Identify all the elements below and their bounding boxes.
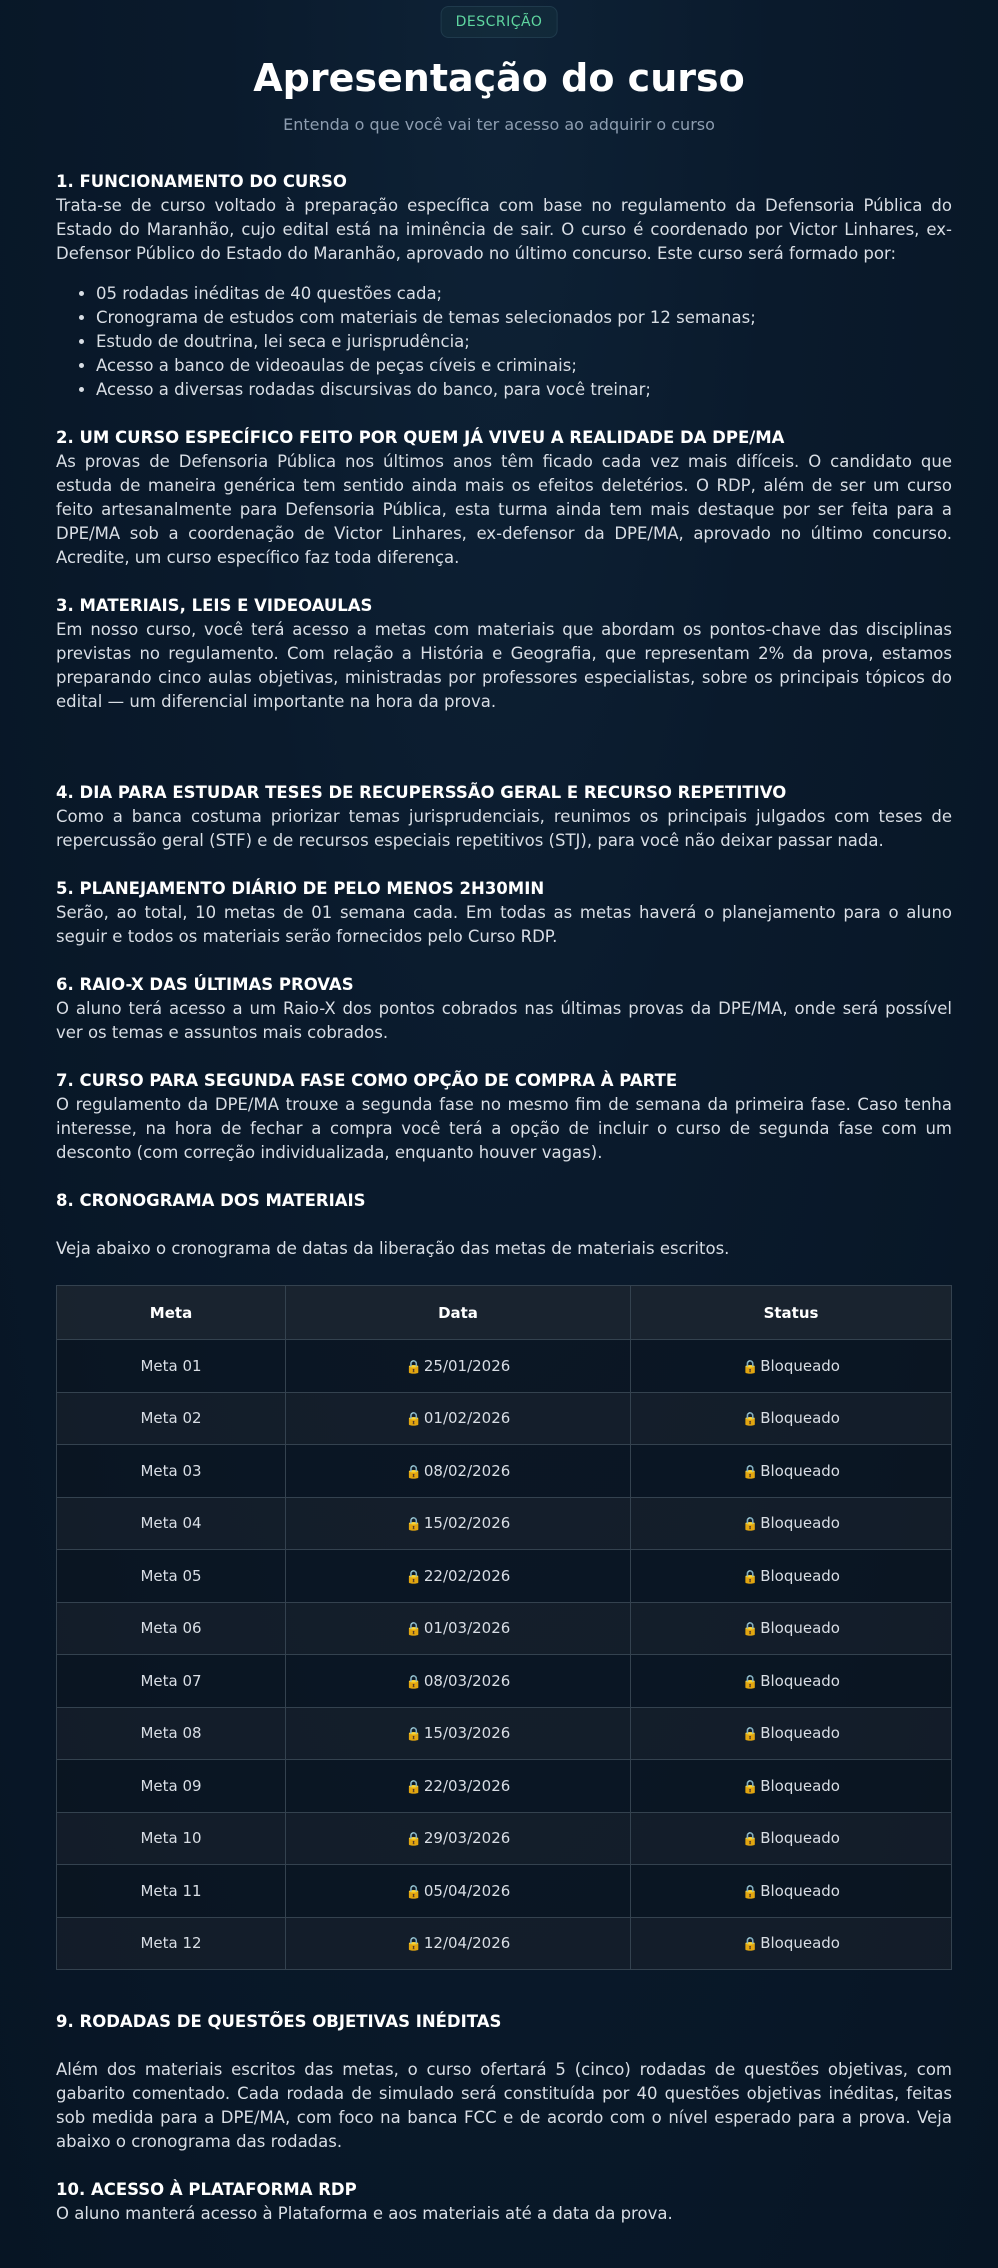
section-5-text: Serão, ao total, 10 metas de 01 semana cada. Em todas as metas haverá o planejamento para o aluno seguir e todos os materiais serão fornecidos pelo Curso RDP. — [56, 903, 952, 946]
meta-cell: Meta 07 — [57, 1655, 286, 1708]
date-cell — [286, 1445, 631, 1498]
table-row — [57, 1602, 952, 1655]
section-1-text: Trata-se de curso voltado à preparação específica com base no regulamento da Defensoria Pública do Estado do Maranhão, cujo edital está na iminência de sair. O curso é coordenado por Victor Linhares, ex-Defensor Público do Estado do Maranhão, aprovado no último concurso. Este curso será formado por: — [56, 196, 952, 263]
section-8-heading: 8. CRONOGRAMA DOS MATERIAIS — [56, 1191, 366, 1210]
section-6-heading: 6. RAIO-X DAS ÚLTIMAS PROVAS — [56, 975, 354, 994]
section-2 — [56, 426, 952, 570]
section-3 — [56, 594, 952, 714]
section-2-heading: 2. UM CURSO ESPECÍFICO FEITO POR QUEM JÁ VIVEU A REALIDADE DA DPE/MA — [56, 428, 785, 447]
table-row — [57, 1812, 952, 1865]
section-7-text: O regulamento da DPE/MA trouxe a segunda fase no mesmo fim de semana da primeira fase. Caso tenha interesse, na hora de fechar a compra você terá a opção de incluir o curso de segunda fase com um desconto (com correção individualizada, enquanto houver vagas). — [56, 1095, 952, 1162]
section-6 — [56, 973, 952, 1045]
section-6-text: O aluno terá acesso a um Raio-X dos pontos cobrados nas últimas provas da DPE/MA, onde será possível ver os temas e assuntos mais cobrados. — [56, 999, 952, 1042]
lock-icon: 🔒 — [742, 1884, 759, 1900]
date-cell — [286, 1655, 631, 1708]
date-cell — [286, 1865, 631, 1918]
lock-icon: 🔒 — [405, 1727, 422, 1743]
column-header-status: Status — [631, 1286, 952, 1340]
lock-icon: 🔒 — [742, 1779, 759, 1795]
status-cell — [631, 1392, 952, 1445]
lock-icon: 🔒 — [405, 1937, 422, 1953]
lock-icon: 🔒 — [742, 1464, 759, 1480]
status-cell — [631, 1445, 952, 1498]
status-cell — [631, 1655, 952, 1708]
lock-icon: 🔒 — [405, 1674, 422, 1690]
section-9-heading: 9. RODADAS DE QUESTÕES OBJETIVAS INÉDITAS — [56, 2012, 502, 2031]
status-cell — [631, 1760, 952, 1813]
lock-icon: 🔒 — [405, 1832, 422, 1848]
section-7 — [56, 1069, 952, 1165]
status-value: Bloqueado — [760, 1566, 840, 1585]
lock-icon: 🔒 — [405, 1412, 422, 1428]
status-value: Bloqueado — [760, 1671, 840, 1690]
date-cell — [286, 1760, 631, 1813]
lock-icon: 🔒 — [405, 1464, 422, 1480]
feature-list — [56, 282, 952, 402]
lock-icon: 🔒 — [405, 1569, 422, 1585]
section-10 — [56, 2178, 952, 2226]
status-value: Bloqueado — [760, 1881, 840, 1900]
date-cell — [286, 1497, 631, 1550]
date-value: 12/04/2026 — [423, 1934, 511, 1953]
table-row — [57, 1707, 952, 1760]
list-item: • Acesso a diversas rodadas discursivas do banco, para você treinar; — [96, 378, 952, 402]
date-value: 08/02/2026 — [423, 1461, 511, 1480]
section-badge: DESCRIÇÃO — [441, 6, 558, 38]
date-value: 05/04/2026 — [423, 1881, 511, 1900]
table-row — [57, 1917, 952, 1970]
meta-cell: Meta 01 — [57, 1340, 286, 1393]
table-row — [57, 1497, 952, 1550]
meta-cell: Meta 03 — [57, 1445, 286, 1498]
column-header-meta: Meta — [57, 1286, 286, 1340]
section-4-heading: 4. DIA PARA ESTUDAR TESES DE RECUPERSSÃO GERAL E RECURSO REPETITIVO — [56, 783, 787, 802]
meta-cell: Meta 06 — [57, 1602, 286, 1655]
date-cell — [286, 1812, 631, 1865]
section-9 — [56, 2010, 952, 2154]
date-value: 25/01/2026 — [423, 1356, 511, 1375]
status-value: Bloqueado — [760, 1934, 840, 1953]
page-title: Apresentação do curso — [253, 56, 745, 100]
table-row — [57, 1655, 952, 1708]
list-item: • Acesso a banco de videoaulas de peças cíveis e criminais; — [96, 354, 952, 378]
status-value: Bloqueado — [760, 1356, 840, 1375]
table-header-row — [57, 1286, 952, 1340]
material-link-row — [56, 738, 952, 757]
date-value: 08/03/2026 — [423, 1671, 511, 1690]
lock-icon: 🔒 — [742, 1937, 759, 1953]
lock-icon: 🔒 — [742, 1674, 759, 1690]
date-value: 01/02/2026 — [423, 1409, 511, 1428]
list-item: • Estudo de doutrina, lei seca e jurisprudência; — [96, 330, 952, 354]
course-description — [56, 170, 952, 2226]
lock-icon: 🔒 — [405, 1622, 422, 1638]
status-cell — [631, 1602, 952, 1655]
meta-cell: Meta 10 — [57, 1812, 286, 1865]
table-row — [57, 1392, 952, 1445]
list-item: • 05 rodadas inéditas de 40 questões cada; — [96, 282, 952, 306]
date-cell — [286, 1340, 631, 1393]
meta-cell: Meta 02 — [57, 1392, 286, 1445]
schedule-table — [56, 1285, 952, 1970]
status-value: Bloqueado — [760, 1829, 840, 1848]
lock-icon: 🔒 — [742, 1517, 759, 1533]
status-cell — [631, 1707, 952, 1760]
list-item: • Cronograma de estudos com materiais de temas selecionados por 12 semanas; — [96, 306, 952, 330]
section-4-text: Como a banca costuma priorizar temas jurisprudenciais, reunimos os principais julgados com teses de repercussão geral (STF) e de recursos especiais repetitivos (STJ), para você não deixar passar nada. — [56, 807, 952, 850]
lock-icon: 🔒 — [405, 1779, 422, 1795]
meta-cell: Meta 11 — [57, 1865, 286, 1918]
section-3-heading: 3. MATERIAIS, LEIS E VIDEOAULAS — [56, 596, 373, 615]
column-header-data: Data — [286, 1286, 631, 1340]
date-cell — [286, 1602, 631, 1655]
meta-cell: Meta 12 — [57, 1917, 286, 1970]
meta-cell: Meta 09 — [57, 1760, 286, 1813]
status-cell — [631, 1917, 952, 1970]
date-value: 01/03/2026 — [423, 1619, 511, 1638]
status-value: Bloqueado — [760, 1619, 840, 1638]
table-row — [57, 1340, 952, 1393]
lock-icon: 🔒 — [405, 1517, 422, 1533]
status-value: Bloqueado — [760, 1461, 840, 1480]
lock-icon: 🔒 — [742, 1832, 759, 1848]
table-row — [57, 1760, 952, 1813]
status-value: Bloqueado — [760, 1514, 840, 1533]
date-value: 15/03/2026 — [423, 1724, 511, 1743]
section-1-heading: 1. FUNCIONAMENTO DO CURSO — [56, 172, 347, 191]
status-value: Bloqueado — [760, 1409, 840, 1428]
section-10-text: O aluno manterá acesso à Plataforma e aos materiais até a data da prova. — [56, 2204, 673, 2223]
lock-icon: 🔒 — [405, 1884, 422, 1900]
section-3-text: Em nosso curso, você terá acesso a metas com materiais que abordam os pontos-chave das disciplinas previstas no regulamento. Com relação a História e Geografia, que representam 2% da prova, estamos preparando cinco aulas objetivas, ministradas por professores especialistas, sobre os principais tópicos do edital — um diferencial importante na hora da prova. — [56, 620, 952, 711]
section-5-heading: 5. PLANEJAMENTO DIÁRIO DE PELO MENOS 2H30MIN — [56, 879, 545, 898]
section-10-heading: 10. ACESSO À PLATAFORMA RDP — [56, 2180, 357, 2199]
section-5 — [56, 877, 952, 949]
date-cell — [286, 1707, 631, 1760]
lock-icon: 🔒 — [742, 1622, 759, 1638]
section-4 — [56, 781, 952, 853]
section-9-text: Além dos materiais escritos das metas, o curso ofertará 5 (cinco) rodadas de questões objetivas, com gabarito comentado. Cada rodada de simulado será constituída por 40 questões objetivas inéditas, feitas sob medida para a DPE/MA, com foco na banca FCC e de acordo com o nível esperado para a prova. Veja abaixo o cronograma das rodadas. — [56, 2060, 952, 2151]
lock-icon: 🔒 — [742, 1569, 759, 1585]
status-cell — [631, 1812, 952, 1865]
date-value: 22/03/2026 — [423, 1776, 511, 1795]
status-value: Bloqueado — [760, 1776, 840, 1795]
status-cell — [631, 1550, 952, 1603]
status-cell — [631, 1340, 952, 1393]
page-subtitle: Entenda o que você vai ter acesso ao adquirir o curso — [283, 115, 715, 134]
lock-icon: 🔒 — [742, 1727, 759, 1743]
status-cell — [631, 1497, 952, 1550]
lock-icon: 🔒 — [742, 1359, 759, 1375]
table-row — [57, 1550, 952, 1603]
date-value: 15/02/2026 — [423, 1514, 511, 1533]
lock-icon: 🔒 — [742, 1412, 759, 1428]
section-8-text: Veja abaixo o cronograma de datas da liberação das metas de materiais escritos. — [56, 1239, 730, 1258]
table-row — [57, 1865, 952, 1918]
meta-cell: Meta 08 — [57, 1707, 286, 1760]
date-value: 29/03/2026 — [423, 1829, 511, 1848]
section-2-text: As provas de Defensoria Pública nos últimos anos têm ficado cada vez mais difíceis. O candidato que estuda de maneira genérica tem sentido ainda mais os efeitos deletérios. O RDP, além de ser um curso feito artesanalmente para Defensoria Pública, esta turma ainda tem mais destaque por ser feita para a DPE/MA sob a coordenação de Victor Linhares, ex-defensor da DPE/MA, aprovado no último concurso. Acredite, um curso específico faz toda diferença. — [56, 452, 952, 567]
date-cell — [286, 1392, 631, 1445]
table-row — [57, 1445, 952, 1498]
section-1 — [56, 170, 952, 402]
status-value: Bloqueado — [760, 1724, 840, 1743]
lock-icon: 🔒 — [405, 1359, 422, 1375]
status-cell — [631, 1865, 952, 1918]
section-7-heading: 7. CURSO PARA SEGUNDA FASE COMO OPÇÃO DE COMPRA À PARTE — [56, 1071, 678, 1090]
meta-cell: Meta 05 — [57, 1550, 286, 1603]
meta-cell: Meta 04 — [57, 1497, 286, 1550]
date-cell — [286, 1550, 631, 1603]
date-cell — [286, 1917, 631, 1970]
date-value: 22/02/2026 — [423, 1566, 511, 1585]
section-8 — [56, 1189, 952, 1970]
